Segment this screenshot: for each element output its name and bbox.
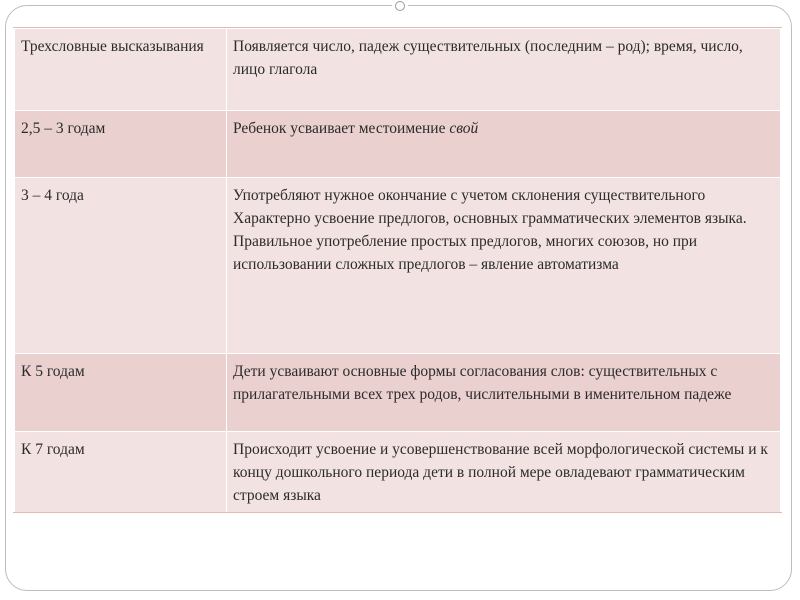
description-line: Употребляют нужное окончание с учетом склонения существительного: [233, 187, 706, 204]
description-cell: [227, 354, 781, 432]
age-cell: 2,5 – 3 годам: [15, 111, 227, 178]
description-line: Дети усваивают основные формы согласования слов: существительных с прилагательными всех трех родов, числительными в именительном падеже: [233, 363, 732, 403]
description-cell: [227, 29, 781, 111]
description-line: Происходит усвоение и усовершенствование всей морфологической системы и к концу дошкольного периода дети в полной мере овладевают грамматическим строем языка: [233, 441, 768, 504]
age-cell: К 7 годам: [15, 432, 227, 514]
emphasized-word: свой: [449, 120, 479, 137]
table-row: [15, 29, 781, 111]
table-row: [15, 432, 781, 514]
grammar-development-table: [14, 28, 781, 514]
age-cell: 3 – 4 года: [15, 178, 227, 354]
description-cell: [227, 432, 781, 514]
description-line: Правильное употребление простых предлогов, многих союзов, но при использовании сложных предлогов – явление автоматизма: [233, 233, 698, 273]
table-row: [15, 178, 781, 354]
table-row: [15, 354, 781, 432]
description-text: Ребенок усваивает местоимение: [233, 120, 450, 137]
age-cell: К 5 годам: [15, 354, 227, 432]
description-line: Характерно усвоение предлогов, основных грамматических элементов языка.: [233, 210, 747, 227]
description-cell: [227, 111, 781, 178]
table-row: [15, 111, 781, 178]
age-cell: Трехсловные высказывания: [15, 29, 227, 111]
description-cell: [227, 178, 781, 354]
description-line: Появляется число, падеж существительных (последним – род); время, число, лицо глагола: [233, 38, 743, 78]
circle-ornament-icon: [392, 0, 408, 10]
